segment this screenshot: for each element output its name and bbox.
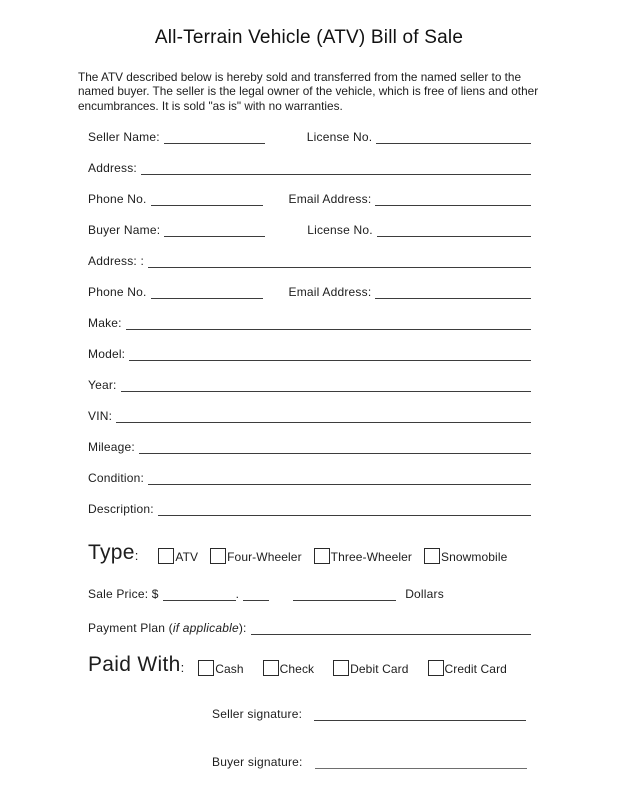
type-three-wheeler-checkbox[interactable]	[314, 548, 330, 564]
buyer-name-row	[88, 223, 531, 237]
type-colon: :	[134, 548, 139, 564]
type-four-wheeler-label: Four-Wheeler	[227, 550, 302, 565]
buyer-signature-row	[212, 754, 531, 769]
seller-address-label: Address:	[88, 161, 137, 176]
paid-cash-label: Cash	[215, 662, 244, 677]
model-blank	[129, 357, 531, 361]
type-row	[88, 541, 531, 564]
paid-credit-card-checkbox[interactable]	[428, 660, 444, 676]
seller-phone-row	[88, 192, 531, 206]
make-label: Make:	[88, 316, 122, 331]
seller-address-row	[88, 161, 531, 175]
type-snowmobile-checkbox[interactable]	[424, 548, 440, 564]
description-label: Description:	[88, 502, 154, 517]
sale-price-words-blank	[293, 597, 396, 601]
condition-label: Condition:	[88, 471, 145, 486]
seller-signature-row	[212, 706, 531, 721]
type-atv-label: ATV	[175, 550, 199, 565]
paid-check-label: Check	[279, 662, 315, 677]
paid-cash-checkbox[interactable]	[198, 660, 214, 676]
intro-paragraph	[78, 70, 558, 113]
vin-label: VIN:	[88, 409, 113, 424]
payment-plan-row	[88, 621, 531, 635]
model-label: Model:	[88, 347, 126, 362]
condition-blank	[148, 481, 531, 485]
paid-with-colon: :	[180, 660, 185, 676]
paid-with-label: Paid With	[88, 653, 181, 677]
buyer-name-label: Buyer Name:	[88, 223, 161, 238]
condition-row	[88, 471, 531, 485]
paid-debit-card-label: Debit Card	[350, 662, 409, 677]
description-row	[88, 502, 531, 516]
seller-name-blank	[164, 140, 265, 144]
buyer-address-blank	[148, 264, 531, 268]
type-option-four-wheeler	[210, 548, 302, 564]
paid-credit-card-label: Credit Card	[444, 662, 507, 677]
seller-name-label: Seller Name:	[88, 130, 160, 145]
buyer-address-row	[88, 254, 531, 268]
sale-price-row	[88, 587, 531, 601]
make-row	[88, 316, 531, 330]
intro-line: named buyer. The seller is the legal owner of the vehicle, which is free of liens and other	[78, 84, 539, 99]
type-four-wheeler-checkbox[interactable]	[210, 548, 226, 564]
payment-plan-blank	[251, 631, 531, 635]
buyer-email-blank	[375, 295, 531, 299]
sale-price-cents-blank	[243, 597, 269, 601]
type-atv-checkbox[interactable]	[158, 548, 174, 564]
type-label: Type	[88, 541, 135, 565]
seller-email-label: Email Address:	[288, 192, 372, 207]
paid-option-credit-card	[428, 660, 507, 676]
buyer-license-label: License No.	[307, 223, 373, 238]
seller-phone-blank	[151, 202, 263, 206]
mileage-label: Mileage:	[88, 440, 135, 455]
paid-option-check	[263, 660, 315, 676]
seller-address-blank	[141, 171, 531, 175]
sale-price-decimal-point: .	[235, 587, 240, 602]
paid-check-checkbox[interactable]	[263, 660, 279, 676]
type-three-wheeler-label: Three-Wheeler	[330, 550, 412, 565]
buyer-signature-blank	[315, 765, 527, 769]
make-blank	[126, 326, 531, 330]
year-row	[88, 378, 531, 392]
seller-phone-label: Phone No.	[88, 192, 147, 207]
buyer-address-label: Address: :	[88, 254, 145, 269]
form-body	[88, 130, 531, 769]
intro-line: The ATV described below is hereby sold and transferred from the named seller to the	[78, 70, 522, 84]
intro-line: encumbrances. It is sold "as is" with no warranties.	[78, 98, 343, 113]
year-label: Year:	[88, 378, 117, 393]
sale-price-label: Sale Price: $	[88, 587, 159, 602]
description-blank	[158, 512, 531, 516]
type-option-snowmobile	[424, 548, 507, 564]
page-title: All-Terrain Vehicle (ATV) Bill of Sale	[154, 27, 464, 48]
paid-option-cash	[198, 660, 243, 676]
seller-name-row	[88, 130, 531, 144]
model-row	[88, 347, 531, 361]
buyer-license-blank	[377, 233, 531, 237]
paid-option-debit-card	[333, 660, 408, 676]
type-option-three-wheeler	[314, 548, 412, 564]
buyer-name-blank	[164, 233, 265, 237]
payment-plan-italic: if applicable	[172, 621, 239, 636]
type-snowmobile-label: Snowmobile	[441, 550, 508, 565]
seller-email-blank	[375, 202, 531, 206]
buyer-phone-label: Phone No.	[88, 285, 147, 300]
buyer-email-label: Email Address:	[288, 285, 372, 300]
mileage-blank	[139, 450, 531, 454]
seller-license-label: License No.	[306, 130, 373, 145]
paid-debit-card-checkbox[interactable]	[333, 660, 349, 676]
seller-license-blank	[376, 140, 531, 144]
paid-with-options	[198, 660, 526, 676]
buyer-signature-label: Buyer signature:	[212, 755, 303, 770]
sale-price-dollars-blank	[163, 597, 236, 601]
seller-signature-blank	[314, 717, 526, 721]
buyer-phone-row	[88, 285, 531, 299]
type-option-atv	[158, 548, 198, 564]
type-options	[158, 548, 519, 564]
paid-with-row	[88, 653, 531, 676]
year-blank	[121, 388, 531, 392]
seller-signature-label: Seller signature:	[212, 707, 303, 722]
vin-row	[88, 409, 531, 423]
buyer-phone-blank	[151, 295, 263, 299]
sale-price-unit-label: Dollars	[405, 587, 444, 602]
vin-blank	[116, 419, 531, 423]
payment-plan-label: Payment Plan (if applicable):	[88, 621, 247, 636]
mileage-row	[88, 440, 531, 454]
